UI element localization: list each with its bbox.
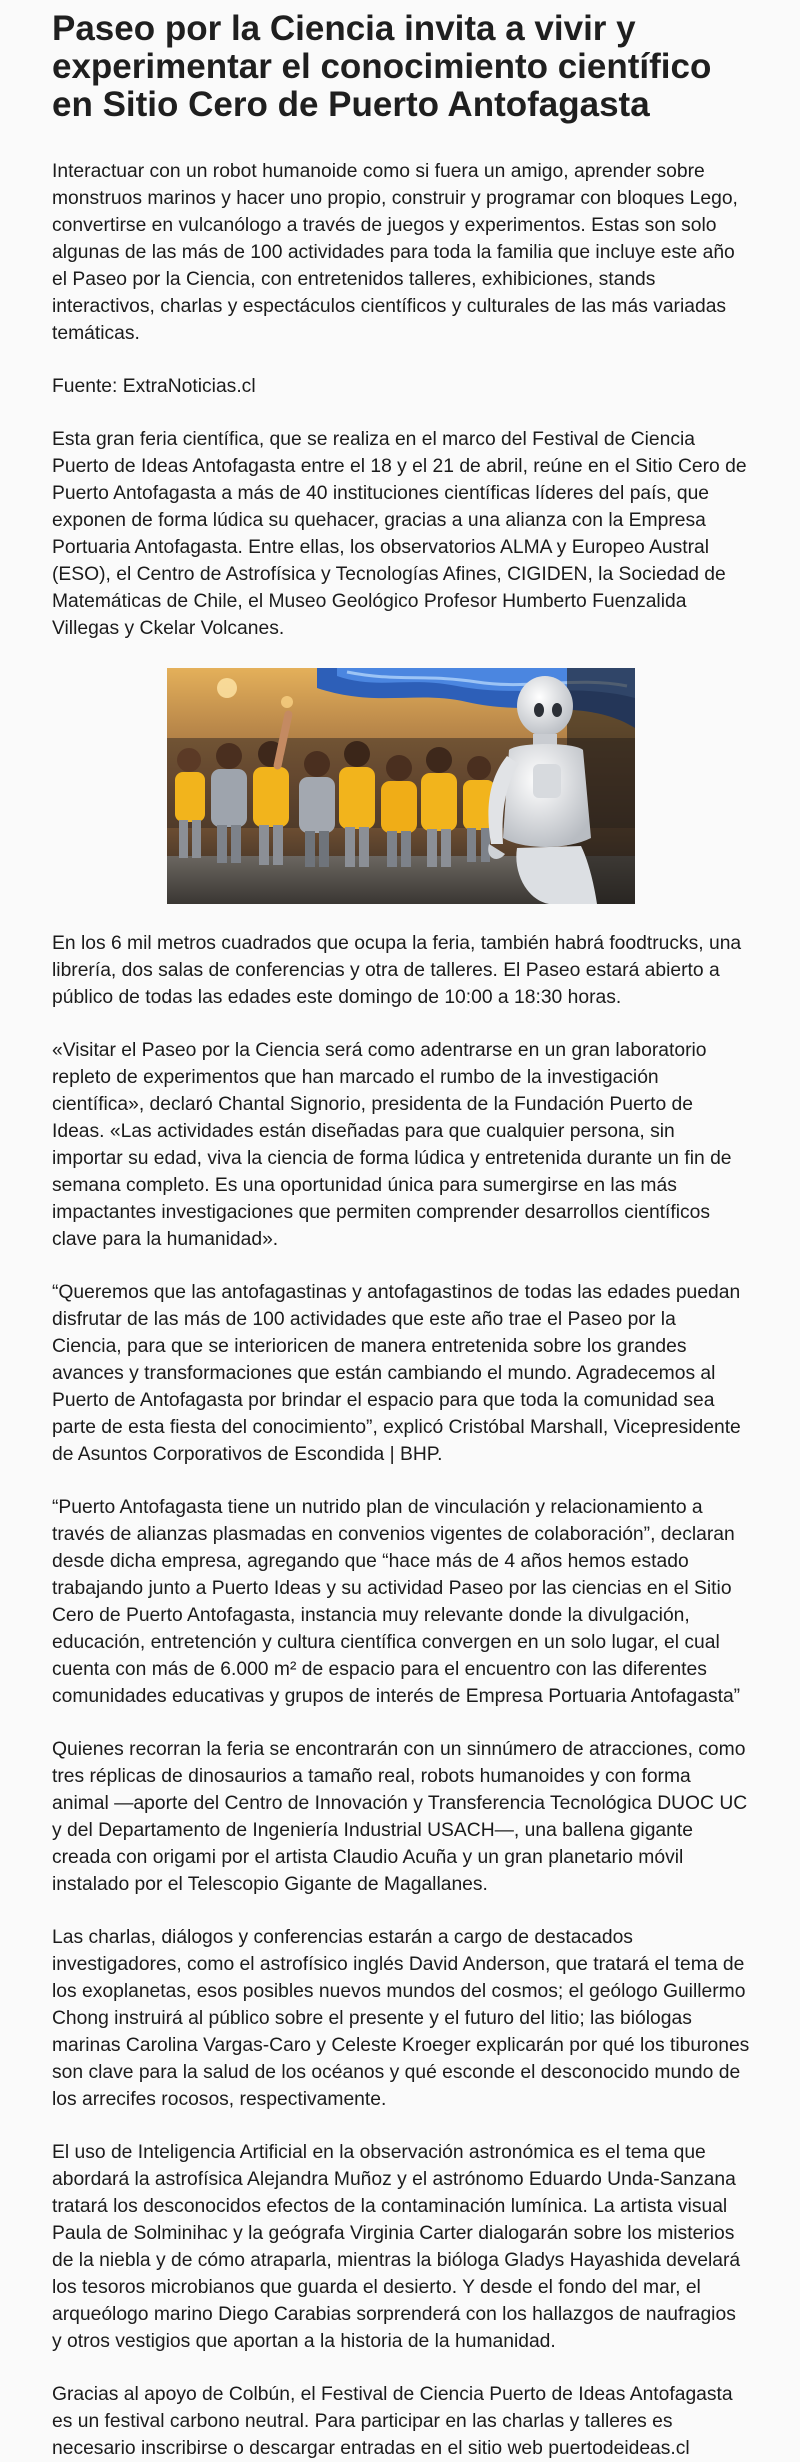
- article-photo: [167, 668, 635, 904]
- article-paragraph: “Puerto Antofagasta tiene un nutrido plan de vinculación y relacionamiento a través de alianzas plasmadas en convenios vigentes de colaboración”, declaran desde dicha empresa, agregando que “hace más de 4 años hemos estado trabajando junto a Puerto Ideas y su actividad Paseo por las ciencias en el Sitio Cero de Puerto Antofagasta, instancia muy relevante donde la divulgación, educación, entretención y cultura científica convergen en un solo lugar, el cual cuenta con más de 6.000 m² de espacio para el encuentro con las diferentes comunidades educativas y grupos de interés de Empresa Portuaria Antofagasta”: [52, 1497, 741, 1707]
- article-paragraph: Quienes recorran la feria se encontrarán con un sinnúmero de atracciones, como tres réplicas de dinosaurios a tamaño real, robots humanoides y con forma animal —aporte del Centro de Innovación y Transferencia Tecnológica DUOC UC y del Departamento de Ingeniería Industrial USACH—, una ballena gigante creada con origami por el artista Claudio Acuña y un gran planetario móvil instalado por el Telescopio Gigante de Magallanes.: [52, 1739, 748, 1895]
- article-paragraph: “Queremos que las antofagastinas y antofagastinos de todas las edades puedan disfrutar de las más de 100 actividades que este año trae el Paseo por la Ciencia, para que se interioricen de manera entretenida sobre los grandes avances y transformaciones que están cambiando el mundo. Agradecemos al Puerto de Antofagasta por brindar el espacio para que toda la comunidad sea parte de esta fiesta del conocimiento”, explicó Cristóbal Marshall, Vicepresidente de Asuntos Corporativos de Escondida | BHP.: [52, 1282, 741, 1465]
- children-with-robot-photo: [167, 668, 635, 904]
- article-paragraph: Interactuar con un robot humanoide como si fuera un amigo, aprender sobre monstruos marinos y hacer uno propio, construir y programar con bloques Lego, convertirse en vulcanólogo a través de juegos y experimentos. Estas son solo algunas de las más de 100 actividades para toda la familia que incluye este año el Paseo por la Ciencia, con entretenidos talleres, exhibiciones, stands interactivos, charlas y espectáculos científicos y culturales de las más variadas temáticas.: [52, 161, 738, 344]
- article-paragraph: Gracias al apoyo de Colbún, el Festival de Ciencia Puerto de Ideas Antofagasta es un festival carbono neutral. Para participar en las charlas y talleres es necesario inscribirse o descargar entradas en el sitio web puertodeideas.cl: [52, 2384, 733, 2459]
- article-paragraph: El uso de Inteligencia Artificial en la observación astronómica es el tema que abordará la astrofísica Alejandra Muñoz y el astrónomo Eduardo Unda-Sanzana tratará los desconocidos efectos de la contaminación lumínica. La artista visual Paula de Solminihac y la geógrafa Virginia Carter dialogarán sobre los misterios de la niebla y de cómo atraparla, mientras la bióloga Gladys Hayashida develará los tesoros microbianos que guarda el desierto. Y desde el fondo del mar, el arqueólogo marino Diego Carabias sorprenderá con los hallazgos de naufragios y otros vestigios que aportan a la historia de la humanidad.: [52, 2142, 741, 2352]
- article-paragraph: En los 6 mil metros cuadrados que ocupa la feria, también habrá foodtrucks, una librería, dos salas de conferencias y otra de talleres. El Paseo estará abierto a público de todas las edades este domingo de 10:00 a 18:30 horas.: [52, 933, 742, 1008]
- article-paragraph: Las charlas, diálogos y conferencias estarán a cargo de destacados investigadores, como el astrofísico inglés David Anderson, que tratará el tema de los exoplanetas, esos posibles nuevos mundos del cosmos; el geólogo Guillermo Chong instruirá al público sobre el presente y el futuro del litio; las biólogas marinas Carolina Vargas-Caro y Celeste Kroeger explicarán por qué los tiburones son clave para la salud de los océanos y qué esconde el desconocido mundo de los arrecifes rocosos, respectivamente.: [52, 1927, 750, 2110]
- article-paragraph: «Visitar el Paseo por la Ciencia será como adentrarse en un gran laboratorio repleto de experimentos que han marcado el rumbo de la investigación científica», declaró Chantal Signorio, presidenta de la Fundación Puerto de Ideas. «Las actividades están diseñadas para que cualquier persona, sin importar su edad, viva la ciencia de forma lúdica y entretenida durante un fin de semana completo. Es una oportunidad única para sumergirse en las más impactantes investigaciones que permiten comprender desarrollos científicos clave para la humanidad».: [52, 1040, 732, 1250]
- article-title: Paseo por la Ciencia invita a vivir y experimentar el conocimiento científico en Sitio Cero de Puerto Antofagasta: [52, 9, 712, 124]
- article-paragraph: Esta gran feria científica, que se realiza en el marco del Festival de Ciencia Puerto de Ideas Antofagasta entre el 18 y el 21 de abril, reúne en el Sitio Cero de Puerto Antofagasta a más de 40 instituciones científicas líderes del país, que exponen de forma lúdica su quehacer, gracias a una alianza con la Empresa Portuaria Antofagasta. Entre ellas, los observatorios ALMA y Europeo Austral (ESO), el Centro de Astrofísica y Tecnologías Afines, CIGIDEN, la Sociedad de Matemáticas de Chile, el Museo Geológico Profesor Humberto Fuenzalida Villegas y Ckelar Volcanes.: [52, 429, 747, 639]
- source-credit: Fuente: ExtraNoticias.cl: [52, 376, 256, 397]
